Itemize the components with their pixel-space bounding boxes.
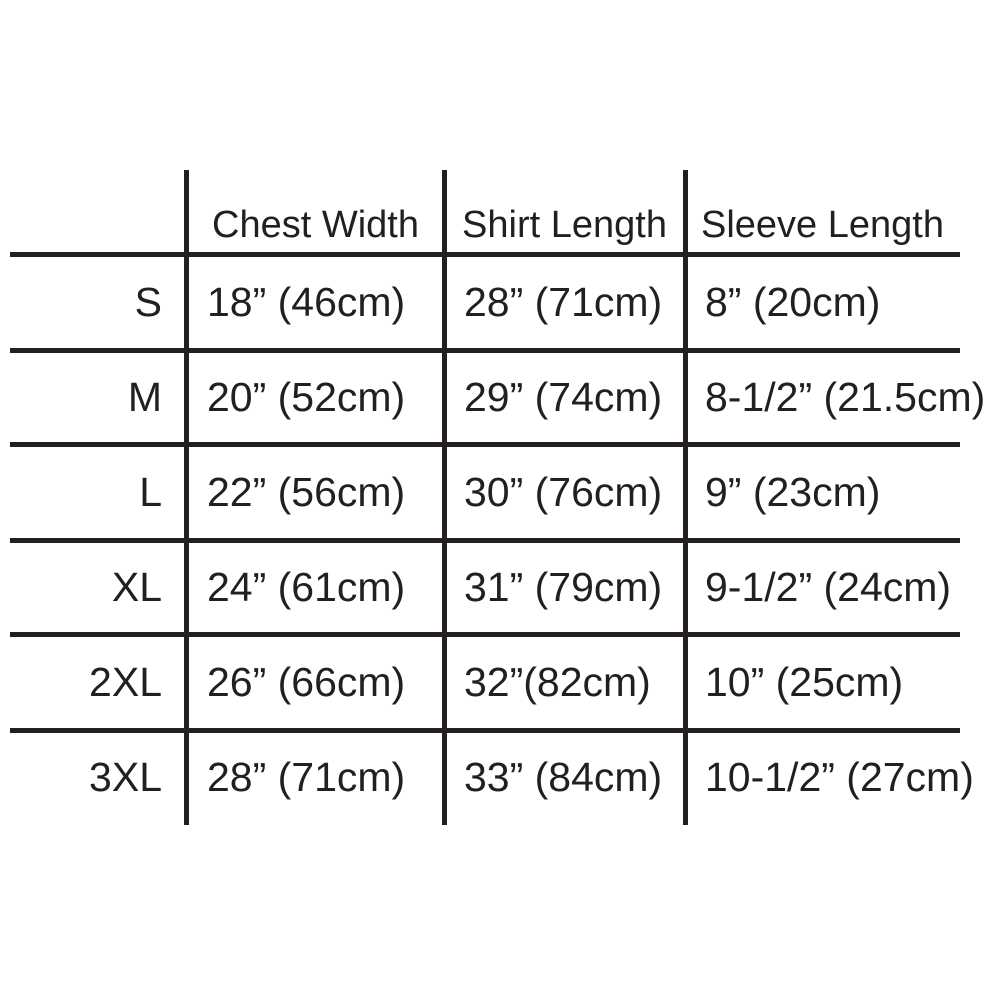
shirt-length-cell-3xl: 33” (84cm) bbox=[464, 753, 663, 800]
sleeve-length-cell-s: 8” (20cm) bbox=[705, 278, 881, 325]
column-divider-1 bbox=[184, 170, 189, 825]
row-divider-5 bbox=[10, 728, 960, 733]
shirt-length-cell-s: 28” (71cm) bbox=[464, 278, 663, 325]
header-chest-width: Chest Width bbox=[212, 204, 419, 247]
size-label-3xl: 3XL bbox=[89, 753, 162, 800]
shirt-length-cell-2xl: 32”(82cm) bbox=[464, 658, 651, 705]
header-shirt-length: Shirt Length bbox=[462, 204, 667, 247]
chest-width-cell-s: 18” (46cm) bbox=[207, 278, 406, 325]
chest-width-cell-3xl: 28” (71cm) bbox=[207, 753, 406, 800]
size-chart-table bbox=[0, 170, 986, 825]
sleeve-length-cell-xl: 9-1/2” (24cm) bbox=[705, 563, 952, 610]
row-divider-3 bbox=[10, 538, 960, 543]
size-label-m: M bbox=[127, 373, 162, 420]
shirt-length-cell-m: 29” (74cm) bbox=[464, 373, 663, 420]
column-divider-2 bbox=[442, 170, 447, 825]
sleeve-length-cell-3xl: 10-1/2” (27cm) bbox=[705, 753, 974, 800]
size-label-s: S bbox=[134, 278, 162, 325]
shirt-length-cell-xl: 31” (79cm) bbox=[464, 563, 663, 610]
chest-width-cell-l: 22” (56cm) bbox=[207, 468, 406, 515]
row-divider-2 bbox=[10, 442, 960, 447]
chest-width-cell-2xl: 26” (66cm) bbox=[207, 658, 406, 705]
chest-width-cell-m: 20” (52cm) bbox=[207, 373, 406, 420]
sleeve-length-cell-l: 9” (23cm) bbox=[705, 468, 881, 515]
sleeve-length-cell-2xl: 10” (25cm) bbox=[705, 658, 904, 705]
size-label-l: L bbox=[139, 468, 162, 515]
size-label-xl: XL bbox=[111, 563, 162, 610]
shirt-length-cell-l: 30” (76cm) bbox=[464, 468, 663, 515]
row-divider-header bbox=[10, 252, 960, 257]
header-sleeve-length: Sleeve Length bbox=[701, 204, 944, 247]
chest-width-cell-xl: 24” (61cm) bbox=[207, 563, 406, 610]
header-corner-cell bbox=[0, 170, 187, 255]
column-divider-3 bbox=[683, 170, 688, 825]
row-divider-4 bbox=[10, 632, 960, 637]
sleeve-length-cell-m: 8-1/2” (21.5cm) bbox=[705, 373, 986, 420]
size-label-2xl: 2XL bbox=[89, 658, 162, 705]
row-divider-1 bbox=[10, 348, 960, 353]
